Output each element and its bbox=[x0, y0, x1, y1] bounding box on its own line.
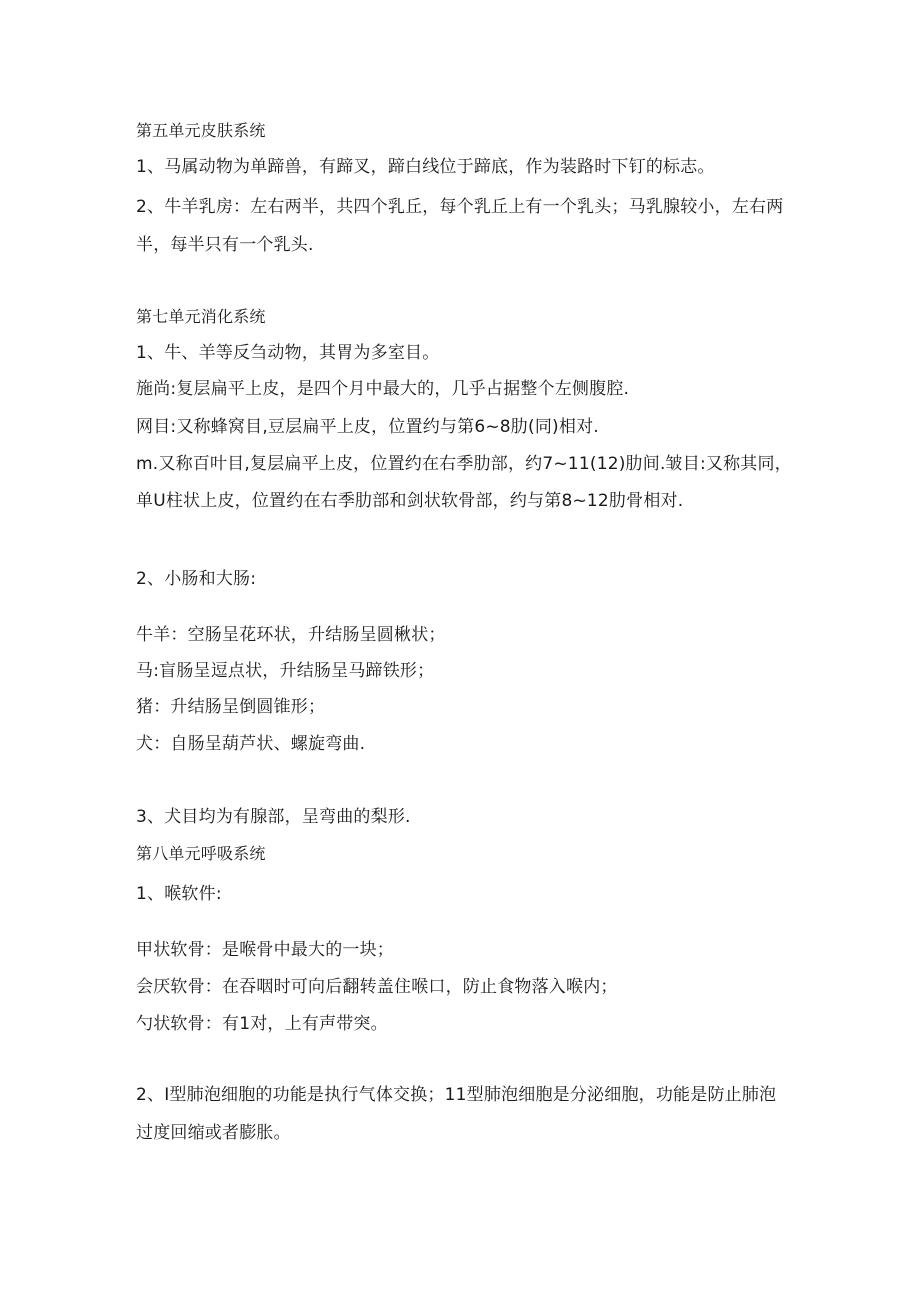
unit7-rumen: 施尚:复层扁平上皮，是四个月中最大的，几乎占据整个左侧腹腔. bbox=[136, 379, 630, 399]
unit5-title: 第五单元皮肤系统 bbox=[136, 121, 266, 140]
unit7-item1: 1、牛、羊等反刍动物，其胃为多室目。 bbox=[136, 343, 440, 363]
unit7-omasum-line1: m.又称百叶目,复层扁平上皮，位置约在右季肋部，约7~11(12)肋间.皱目:又称其同， bbox=[136, 454, 792, 474]
unit7-pig: 猪：升结肠呈倒圆锥形； bbox=[136, 697, 326, 717]
unit7-title: 第七单元消化系统 bbox=[136, 307, 266, 326]
unit8-item2-line2: 过度回缩或者膨胀。 bbox=[136, 1123, 291, 1143]
unit8-item2-line1: 2、I型肺泡细胞的功能是执行气体交换；11型肺泡细胞是分泌细胞，功能是防止肺泡 bbox=[136, 1085, 777, 1105]
unit7-item3: 3、犬目均为有腺部，呈弯曲的梨形. bbox=[136, 807, 411, 827]
unit7-horse: 马:盲肠呈逗点状，升结肠呈马蹄铁形； bbox=[136, 661, 435, 681]
unit5-item2-line1: 2、牛羊乳房：左右两半，共四个乳丘，每个乳丘上有一个乳头；马乳腺较小，左右两 bbox=[136, 197, 784, 217]
unit8-title: 第八单元呼吸系统 bbox=[136, 844, 266, 863]
unit7-omasum-line2: 单U柱状上皮，位置约在右季肋部和剑状软骨部，约与第8~12肋骨相对. bbox=[136, 491, 684, 511]
unit8-item1-title: 1、喉软件: bbox=[136, 884, 222, 904]
unit5-item2-line2: 半，每半只有一个乳头. bbox=[136, 235, 314, 255]
unit7-reticulum: 网目:又称蜂窝目,豆层扁平上皮，位置约与第6~8肋(同)相对. bbox=[136, 417, 599, 437]
unit7-item2-title: 2、小肠和大肠: bbox=[136, 569, 257, 589]
unit8-arytenoid: 勺状软骨：有1对，上有声带突。 bbox=[136, 1014, 388, 1034]
unit7-dog: 犬：自肠呈葫芦状、螺旋弯曲. bbox=[136, 734, 366, 754]
unit5-item1: 1、马属动物为单蹄兽，有蹄叉，蹄白线位于蹄底，作为装路时下钉的标志。 bbox=[136, 157, 715, 177]
unit8-thyroid: 甲状软骨：是喉骨中最大的一块； bbox=[136, 940, 394, 960]
unit8-epiglottis: 会厌软骨：在吞咽时可向后翻转盖住喉口，防止食物落入喉内； bbox=[136, 977, 618, 997]
unit7-cattle-sheep: 牛羊：空肠呈花环状，升结肠呈圆楸状； bbox=[136, 625, 446, 645]
